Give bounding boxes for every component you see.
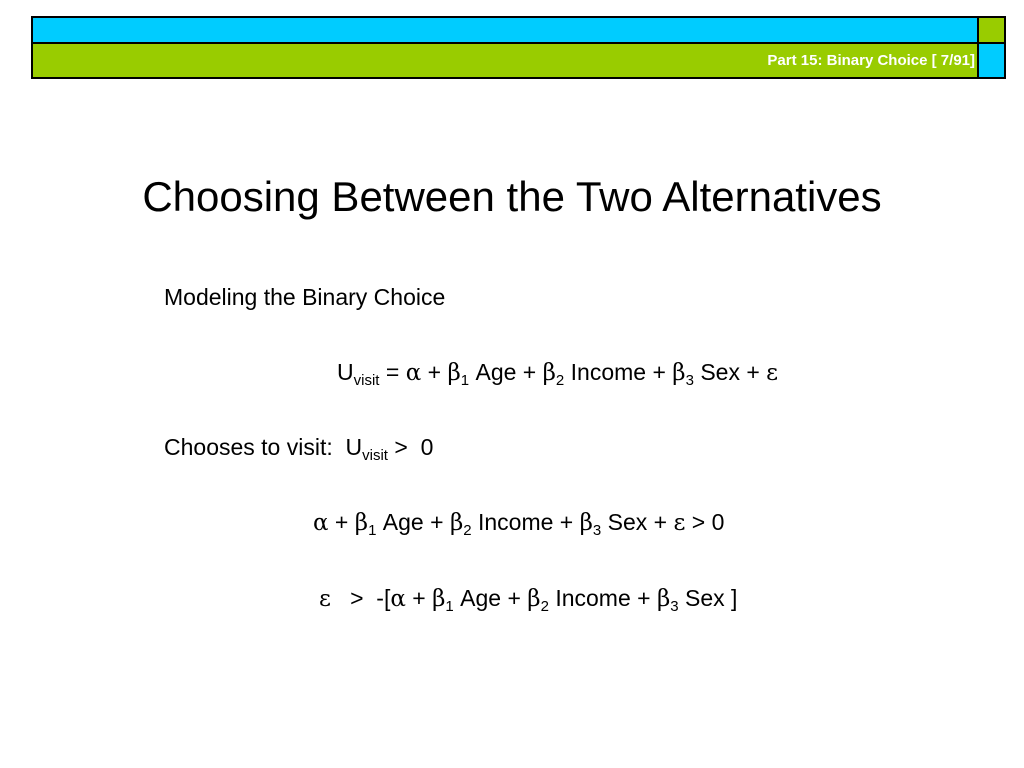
- equals-sign: =: [379, 359, 406, 385]
- sex-term-close: Sex ]: [678, 585, 738, 611]
- utility-equation: [337, 358, 778, 387]
- choose-condition: [164, 433, 434, 464]
- beta3-symbol: β: [579, 510, 593, 536]
- beta1-symbol: β: [432, 586, 446, 612]
- beta2-symbol: β: [449, 510, 464, 536]
- beta1-subscript: 1: [445, 598, 454, 615]
- epsilon-symbol: ε: [673, 510, 686, 536]
- beta1-symbol: β: [354, 510, 369, 536]
- plus-sign: +: [328, 509, 355, 535]
- beta2-subscript: 2: [540, 598, 549, 615]
- beta2-symbol: β: [542, 360, 556, 386]
- beta3-symbol: β: [656, 586, 671, 612]
- modeling-label: Modeling the Binary Choice: [164, 284, 446, 310]
- alpha-symbol: α: [405, 360, 422, 386]
- age-term: Age +: [469, 359, 543, 385]
- beta2-subscript: 2: [463, 522, 472, 539]
- beta3-subscript: 3: [592, 522, 602, 539]
- utility-symbol: U: [337, 359, 354, 385]
- plus-sign: +: [405, 585, 433, 611]
- alpha-symbol: α: [313, 510, 329, 536]
- choose-prefix: Chooses to visit: U: [164, 434, 363, 460]
- beta2-subscript: 2: [555, 372, 565, 389]
- sex-term: Sex +: [693, 359, 767, 385]
- beta3-subscript: 3: [685, 372, 694, 389]
- beta1-subscript: 1: [460, 372, 470, 389]
- beta3-subscript: 3: [670, 598, 679, 615]
- beta1-subscript: 1: [368, 522, 377, 539]
- greater-than-open: > -[: [330, 585, 391, 611]
- income-term: Income +: [471, 509, 580, 535]
- epsilon-symbol: ε: [319, 586, 331, 612]
- choose-subscript: visit: [362, 447, 388, 464]
- header-part-label: Part 15: Binary Choice [ 7/91]: [767, 52, 975, 69]
- slide-title: Choosing Between the Two Alternatives: [142, 173, 882, 220]
- beta1-symbol: β: [447, 360, 461, 386]
- beta3-symbol: β: [672, 360, 686, 386]
- income-term: Income +: [564, 359, 673, 385]
- beta2-symbol: β: [527, 586, 541, 612]
- inequality-one: [313, 508, 724, 537]
- epsilon-symbol: ε: [766, 360, 779, 386]
- plus-sign: +: [421, 359, 448, 385]
- sex-term: Sex +: [601, 509, 674, 535]
- age-term: Age +: [376, 509, 450, 535]
- choose-suffix: > 0: [387, 434, 434, 460]
- greater-than-zero: > 0: [685, 509, 725, 535]
- income-term: Income +: [548, 585, 657, 611]
- age-term: Age +: [453, 585, 528, 611]
- utility-subscript: visit: [353, 372, 380, 389]
- inequality-two: [319, 584, 737, 613]
- alpha-symbol: α: [390, 586, 406, 612]
- header-corner-bottom: [977, 42, 1006, 79]
